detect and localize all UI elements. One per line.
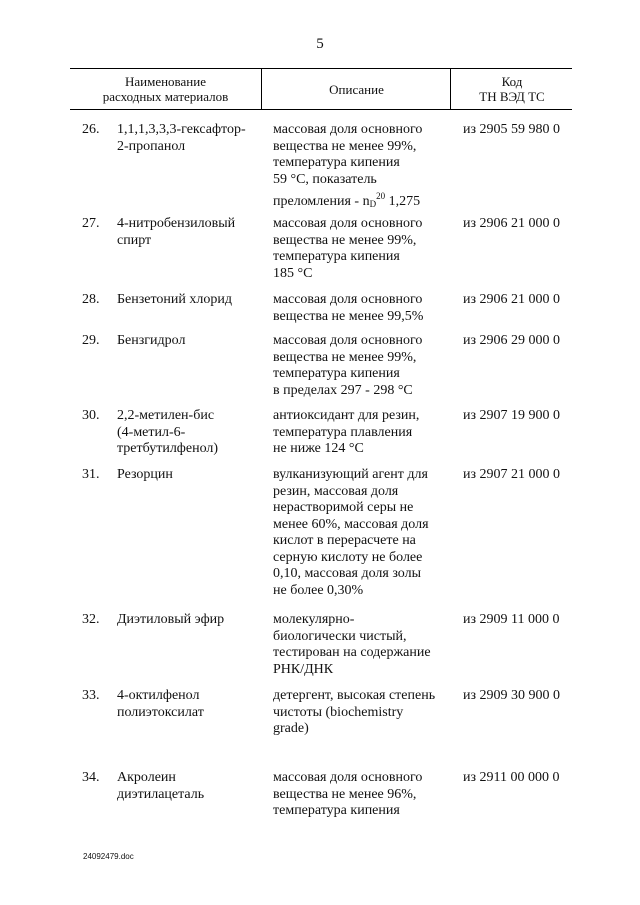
material-description: детергент, высокая степень чистоты (biochemistry grade) <box>273 688 436 736</box>
material-description: вулканизующий агент для резин, массовая доля нерастворимой серы не менее 60%, массовая доля кислот в перерасчете на серную кислоту не более 0,10, массовая доля золы не более 0,30% <box>273 467 429 598</box>
tn-ved-code: из 2909 30 900 0 <box>463 688 561 703</box>
material-name: 4-нитробензиловый спирт <box>117 216 236 248</box>
header-description-column: Описание <box>261 69 451 109</box>
tn-ved-code: из 2906 21 000 0 <box>463 292 561 307</box>
row-number: 27. <box>82 216 100 231</box>
page-number: 5 <box>316 36 324 52</box>
description-superscript: 20 <box>376 191 386 201</box>
material-description: массовая доля основного вещества не менее 99%, температура кипения 185 °С <box>273 216 423 281</box>
document-filename: 24092479.doc <box>83 852 134 861</box>
material-name: 2,2-метилен-бис (4-метил-6- третбутилфенол) <box>117 408 219 456</box>
tn-ved-code: из 2909 11 000 0 <box>463 612 560 627</box>
tn-ved-code: из 2907 19 900 0 <box>463 408 561 423</box>
row-number: 30. <box>82 408 100 423</box>
header-name-column: Наименование расходных материалов <box>102 74 229 104</box>
tn-ved-code: из 2905 59 980 0 <box>463 122 561 137</box>
material-description <box>273 122 463 213</box>
material-name: Диэтиловый эфир <box>117 612 225 627</box>
tn-ved-code: из 2911 00 000 0 <box>463 770 560 785</box>
material-name: 4-октилфенол полиэтоксилат <box>117 688 204 720</box>
description-tail: 1,275 <box>385 194 421 209</box>
table-header <box>70 68 572 110</box>
material-description: массовая доля основного вещества не менее 96%, температура кипения <box>273 770 423 818</box>
material-description: массовая доля основного вещества не менее 99,5% <box>273 292 424 324</box>
material-description: антиоксидант для резин, температура плавления не ниже 124 °С <box>273 408 420 456</box>
row-number: 34. <box>82 770 100 785</box>
row-number: 26. <box>82 122 100 137</box>
row-number: 29. <box>82 333 100 348</box>
tn-ved-code: из 2906 21 000 0 <box>463 216 561 231</box>
header-code-column: Код ТН ВЭД ТС <box>450 69 573 109</box>
row-number: 28. <box>82 292 100 307</box>
description-subscript: D <box>369 199 377 209</box>
material-name: Резорцин <box>117 467 173 482</box>
material-name: 1,1,1,3,3,3-гексафтор- 2-пропанол <box>117 122 246 154</box>
tn-ved-code: из 2906 29 000 0 <box>463 333 561 348</box>
description-text: массовая доля основного вещества не менее 99%, температура кипения 59 °С, показатель преломления - n <box>273 122 423 209</box>
material-description: молекулярно- биологически чистый, тестирован на содержание РНК/ДНК <box>273 612 431 677</box>
row-number: 31. <box>82 467 100 482</box>
material-name: Акролеин диэтилацеталь <box>117 770 205 802</box>
row-number: 32. <box>82 612 100 627</box>
material-name: Бензгидрол <box>117 333 186 348</box>
material-description: массовая доля основного вещества не менее 99%, температура кипения в пределах 297 - 298 °С <box>273 333 423 398</box>
tn-ved-code: из 2907 21 000 0 <box>463 467 561 482</box>
material-name: Бензетоний хлорид <box>117 292 233 307</box>
row-number: 33. <box>82 688 100 703</box>
